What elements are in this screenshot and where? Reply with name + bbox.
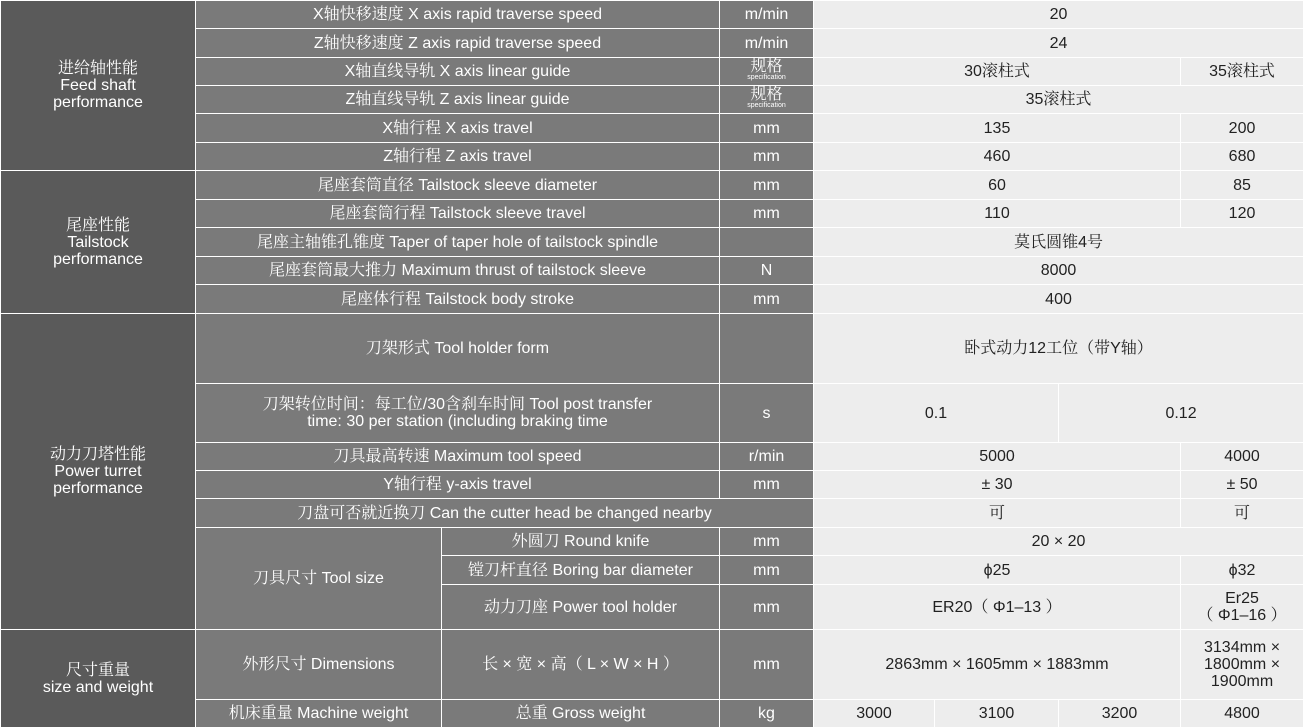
param-z-linear-guide: Z轴直线导轨 Z axis linear guide: [196, 86, 720, 114]
value-cell: 110: [814, 200, 1181, 228]
table-row: [1, 143, 1303, 171]
value-cell: 400: [814, 285, 1303, 314]
value-cell: 85: [1181, 171, 1303, 200]
param-max-thrust: 尾座套筒最大推力 Maximum thrust of tailstock sleeve: [196, 257, 720, 285]
unit-cell: kg: [720, 700, 814, 728]
param-dimensions: 外形尺寸 Dimensions: [196, 630, 442, 700]
unit-cell: m/min: [720, 29, 814, 58]
param-sleeve-diameter: 尾座套筒直径 Tailstock sleeve diameter: [196, 171, 720, 200]
param-cutter-head-change: 刀盘可否就近换刀 Can the cutter head be changed nearby: [196, 499, 814, 528]
param-sleeve-travel: 尾座套筒行程 Tailstock sleeve travel: [196, 200, 720, 228]
table-row: [1, 471, 1303, 499]
value-cell: Er25 （ Φ1–16 ）: [1181, 585, 1303, 630]
unit-cell: N: [720, 257, 814, 285]
value-cell: 4000: [1181, 443, 1303, 471]
table-row: [1, 528, 1303, 556]
param-tool-holder-form: 刀架形式 Tool holder form: [196, 314, 720, 384]
param-taper-hole: 尾座主轴锥孔锥度 Taper of taper hole of tailstock spindle: [196, 228, 720, 257]
value-cell: 5000: [814, 443, 1181, 471]
value-cell: 3134mm × 1800mm × 1900mm: [1181, 630, 1303, 700]
table-row: [1, 630, 1303, 700]
value-cell: 135: [814, 114, 1181, 143]
table-row: [1, 200, 1303, 228]
table-row: [1, 443, 1303, 471]
value-cell: 0.1: [814, 384, 1059, 443]
param-x-rapid-speed: X轴快移速度 X axis rapid traverse speed: [196, 1, 720, 29]
value-cell: ϕ32: [1181, 556, 1303, 585]
category-tailstock: 尾座性能 Tailstock performance: [1, 171, 196, 314]
table-row: [1, 228, 1303, 257]
unit-cell: [720, 86, 814, 114]
param-round-knife: 外圆刀 Round knife: [442, 528, 720, 556]
param-y-travel: Y轴行程 y-axis travel: [196, 471, 720, 499]
value-cell: 460: [814, 143, 1181, 171]
value-cell: 8000: [814, 257, 1303, 285]
unit-cell: s: [720, 384, 814, 443]
param-gross-weight: 总重 Gross weight: [442, 700, 720, 728]
value-cell: 3000: [814, 700, 935, 728]
value-cell: 200: [1181, 114, 1303, 143]
table-row: [1, 384, 1303, 443]
table-row: [1, 257, 1303, 285]
spec-unit-label: 规格 specification: [747, 58, 786, 81]
value-cell: 0.12: [1059, 384, 1303, 443]
category-feed-shaft: 进给轴性能 Feed shaft performance: [1, 1, 196, 171]
category-size-weight: 尺寸重量 size and weight: [1, 630, 196, 728]
value-cell: 可: [1181, 499, 1303, 528]
value-cell: 莫氏圆锥4号: [814, 228, 1303, 257]
value-cell: 可: [814, 499, 1181, 528]
table-row: [1, 499, 1303, 528]
unit-cell: [720, 58, 814, 86]
param-tool-post-transfer: 刀架转位时间：每工位/30含刹车时间 Tool post transfer time: 30 per station (including braking time: [196, 384, 720, 443]
value-cell: 4800: [1181, 700, 1303, 728]
param-tool-size: 刀具尺寸 Tool size: [196, 528, 442, 630]
table-row: [1, 285, 1303, 314]
table-row: [1, 114, 1303, 143]
param-x-linear-guide: X轴直线导轨 X axis linear guide: [196, 58, 720, 86]
spec-unit-label: 规格 specification: [747, 86, 786, 109]
unit-cell: mm: [720, 585, 814, 630]
table-row: [1, 29, 1303, 58]
param-z-rapid-speed: Z轴快移速度 Z axis rapid traverse speed: [196, 29, 720, 58]
value-cell: 24: [814, 29, 1303, 58]
param-machine-weight: 机床重量 Machine weight: [196, 700, 442, 728]
value-cell: 35滚柱式: [1181, 58, 1303, 86]
value-cell: ± 50: [1181, 471, 1303, 499]
table-row: [1, 171, 1303, 200]
unit-cell: mm: [720, 471, 814, 499]
param-power-tool-holder: 动力刀座 Power tool holder: [442, 585, 720, 630]
value-cell: 2863mm × 1605mm × 1883mm: [814, 630, 1181, 700]
unit-cell: [720, 228, 814, 257]
table-row: [1, 700, 1303, 728]
unit-cell: m/min: [720, 1, 814, 29]
unit-cell: mm: [720, 630, 814, 700]
unit-cell: mm: [720, 285, 814, 314]
value-cell: 3100: [935, 700, 1059, 728]
value-cell: 60: [814, 171, 1181, 200]
value-cell: ER20（ Φ1–13 ）: [814, 585, 1181, 630]
unit-cell: mm: [720, 200, 814, 228]
value-cell: 20 × 20: [814, 528, 1303, 556]
value-cell: ϕ25: [814, 556, 1181, 585]
unit-cell: mm: [720, 171, 814, 200]
param-body-stroke: 尾座体行程 Tailstock body stroke: [196, 285, 720, 314]
param-dimensions-sub: 长 × 宽 × 高（ L × W × H ）: [442, 630, 720, 700]
table-row: [1, 86, 1303, 114]
table-row: [1, 1, 1303, 29]
param-x-travel: X轴行程 X axis travel: [196, 114, 720, 143]
value-cell: 3200: [1059, 700, 1181, 728]
value-cell: 卧式动力12工位（带Y轴）: [814, 314, 1303, 384]
value-cell: 30滚柱式: [814, 58, 1181, 86]
unit-cell: [720, 314, 814, 384]
table-row: [1, 314, 1303, 384]
value-cell: 20: [814, 1, 1303, 29]
category-power-turret: 动力刀塔性能 Power turret performance: [1, 314, 196, 630]
unit-cell: mm: [720, 114, 814, 143]
unit-cell: mm: [720, 528, 814, 556]
unit-cell: r/min: [720, 443, 814, 471]
param-max-tool-speed: 刀具最高转速 Maximum tool speed: [196, 443, 720, 471]
param-z-travel: Z轴行程 Z axis travel: [196, 143, 720, 171]
value-cell: 120: [1181, 200, 1303, 228]
unit-cell: mm: [720, 556, 814, 585]
value-cell: ± 30: [814, 471, 1181, 499]
param-boring-bar-diameter: 镗刀杆直径 Boring bar diameter: [442, 556, 720, 585]
unit-cell: mm: [720, 143, 814, 171]
value-cell: 680: [1181, 143, 1303, 171]
table-row: [1, 58, 1303, 86]
value-cell: 35滚柱式: [814, 86, 1303, 114]
